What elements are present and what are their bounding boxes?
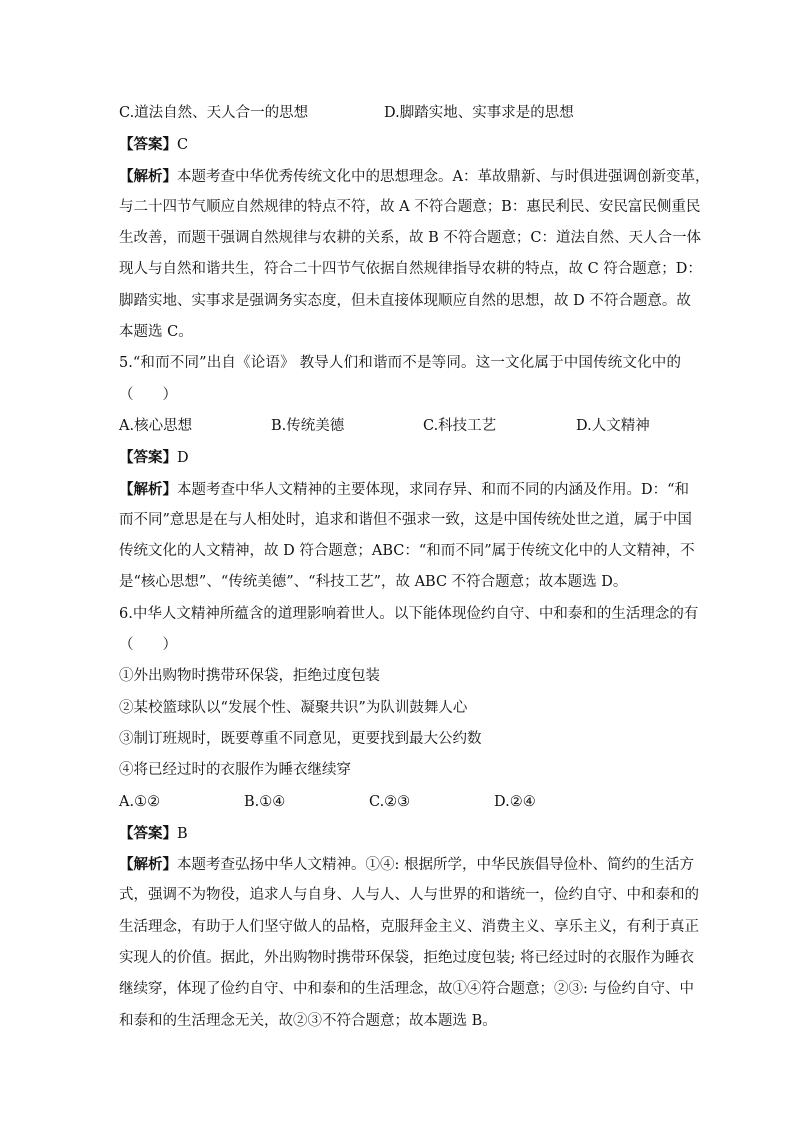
q6-analysis-line — [119, 849, 694, 880]
answer-label: 【答案】 — [119, 824, 177, 842]
q5-stem: 5.“和而不同”出自《论语》 教导人们和谐而不是等同。这一文化属于中国传统文化中的 — [119, 355, 681, 372]
analysis-label: 【解析】 — [119, 856, 177, 874]
q6-answer — [119, 818, 681, 849]
q4-analysis-line: 本题选 C。 — [119, 324, 193, 341]
answer-label: 【答案】 — [119, 136, 177, 154]
q6-option-a: A.①② — [119, 793, 161, 810]
answer-value: B — [177, 825, 188, 842]
q5-analysis-line — [119, 474, 690, 505]
q6-item: ②某校篮球队以“发展个性、凝聚共识”为队训鼓舞人心 — [119, 699, 468, 716]
q5-option-a: A.核心思想 — [119, 417, 193, 434]
analysis-text: 本题考查中华人文精神的主要体现，求同存异、和而不同的内涵及作用。D：“和 — [177, 481, 690, 498]
q4-analysis-line: 现人与自然和谐共生，符合二十四节气依据自然规律指导农耕的特点，故 C 符合题意；D： — [119, 261, 702, 278]
q6-option-b: B.①④ — [244, 793, 286, 810]
q6-analysis-line: 继续穿，体现了俭约自守、中和泰和的生活理念，故①④符合题意；②③: 与俭约自守、中 — [119, 981, 694, 998]
q4-analysis-line — [119, 161, 710, 192]
q5-analysis-line: 传统文化的人文精神，故 D 符合题意；ABC：“和而不同”属于传统文化中的人文精神，不 — [119, 543, 695, 560]
analysis-text: 本题考查弘扬中华人文精神。①④: 根据所学，中华民族倡导俭朴、简约的生活方 — [177, 857, 694, 874]
q5-option-d: D.人文精神 — [576, 417, 650, 434]
q5-answer-blank: （ ） — [119, 386, 177, 403]
q6-analysis-line: 实现人的价值。据此，外出购物时携带环保袋，拒绝过度包装; 将已经过时的衣服作为睡衣 — [119, 950, 694, 967]
q4-answer — [119, 129, 681, 160]
q6-options-row — [119, 787, 681, 818]
q6-item: ④将已经过时的衣服作为睡衣继续穿 — [119, 762, 351, 779]
answer-value: D — [177, 450, 189, 467]
q4-options-row — [119, 98, 681, 129]
q6-analysis-line: 式，强调不为物役，追求人与自身、人与人、人与世界的和谐统一，俭约自守、中和泰和的 — [119, 887, 699, 904]
q5-options-row — [119, 411, 681, 442]
q6-option-c: C.②③ — [369, 793, 411, 810]
q4-option-d: D.脚踏实地、实事求是的思想 — [384, 105, 574, 121]
q5-answer — [119, 442, 681, 473]
document-content — [119, 98, 710, 1037]
analysis-label: 【解析】 — [119, 167, 177, 185]
analysis-text: 本题考查中华优秀传统文化中的思想理念。A：革故鼎新、与时俱进强调创新变革， — [177, 168, 710, 185]
q5-analysis-line: 是“核心思想”、“传统美德”、“科技工艺”，故 ABC 不符合题意；故本题选 D。 — [119, 574, 628, 591]
q4-option-c: C.道法自然、天人合一的思想 — [119, 105, 309, 121]
q5-analysis-line: 而不同”意思是在与人相处时，追求和谐但不强求一致，这是中国传统处世之道，属于中国 — [119, 511, 692, 528]
answer-value: C — [177, 137, 189, 154]
q4-analysis-line: 与二十四节气顺应自然规律的特点不符，故 A 不符合题意；B：惠民利民、安民富民侧重民 — [119, 198, 701, 215]
q5-option-b: B.传统美德 — [271, 417, 345, 434]
analysis-label: 【解析】 — [119, 480, 177, 498]
q6-answer-blank: （ ） — [119, 637, 177, 654]
q6-analysis-line: 生活理念，有助于人们坚守做人的品格，克服拜金主义、消费主义、享乐主义，有利于真正 — [119, 918, 699, 935]
q6-item: ③制订班规时，既要尊重不同意见，更要找到最大公约数 — [119, 730, 482, 747]
q4-analysis-line: 脚踏实地、实事求是强调务实态度，但未直接体现顺应自然的思想，故 D 不符合题意。故 — [119, 292, 691, 309]
answer-label: 【答案】 — [119, 449, 177, 467]
q6-stem: 6.中华人文精神所蕴含的道理影响着世人。以下能体现俭约自守、中和泰和的生活理念的有 — [119, 605, 699, 622]
q6-item: ①外出购物时携带环保袋，拒绝过度包装 — [119, 668, 380, 685]
q4-analysis-line: 生改善，而题干强调自然规律与农耕的关系，故 B 不符合题意；C：道法自然、天人合一体 — [119, 230, 701, 247]
q5-option-c: C.科技工艺 — [423, 417, 497, 434]
q6-analysis-line: 和泰和的生活理念无关，故②③不符合题意；故本题选 B。 — [119, 1012, 497, 1029]
q6-option-d: D.②④ — [494, 793, 536, 810]
